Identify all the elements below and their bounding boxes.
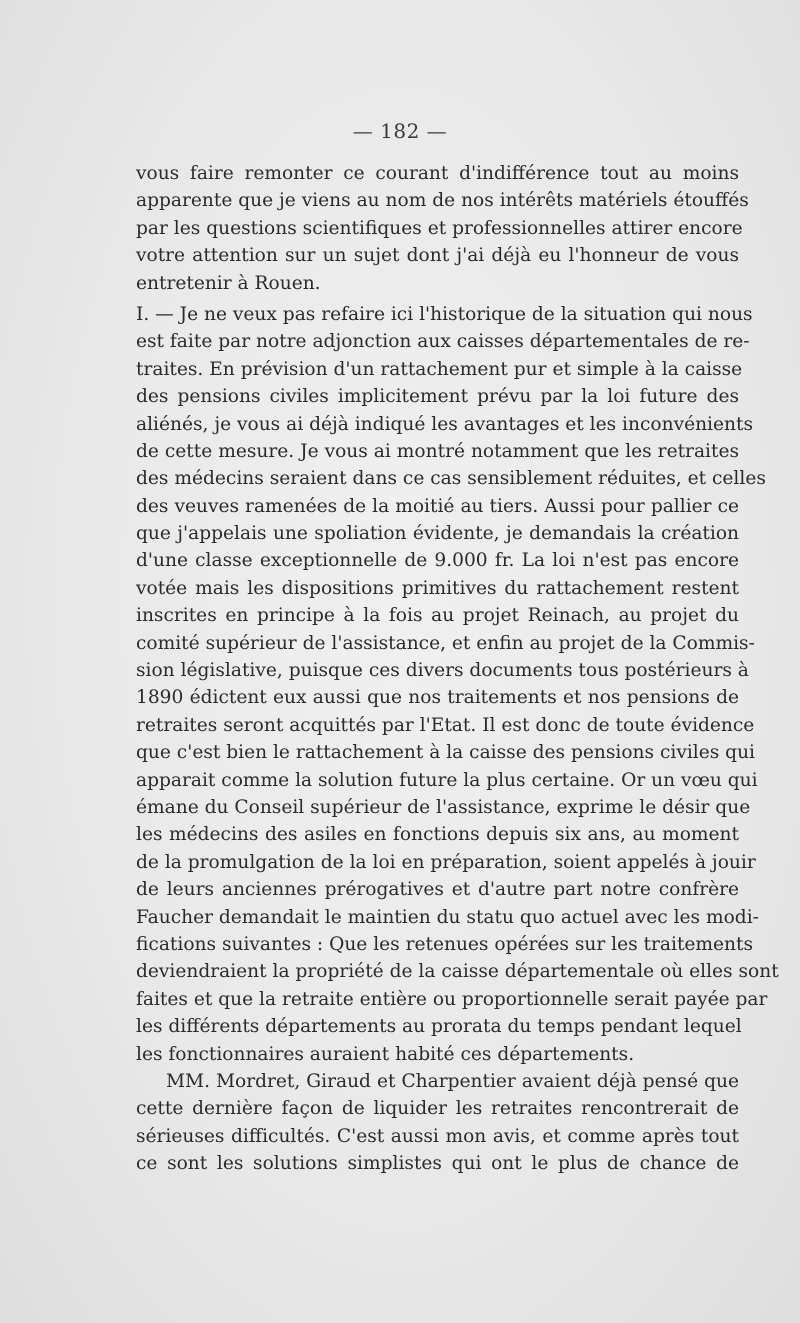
- text-line: [136, 160, 739, 187]
- text-line-content: ce sont les solutions simplistes qui ont le plus de chance de: [136, 1153, 739, 1175]
- text-line: [136, 242, 739, 269]
- text-line-content: par les questions scientifiques et professionnelles attirer encore: [136, 217, 743, 239]
- text-line-content: sérieuses difficultés. C'est aussi mon avis, et comme après tout: [136, 1125, 739, 1147]
- text-line: [136, 767, 758, 794]
- text-line-content: aliénés, je vous ai déjà indiqué les avantages et les inconvénients: [136, 413, 753, 435]
- text-line-content: retraites seront acquittés par l'Etat. Il est donc de toute évidence: [136, 714, 755, 736]
- text-line-content: les fonctionnaires auraient habité ces départements.: [136, 1043, 635, 1065]
- text-line-content: I. — Je ne veux pas refaire ici l'historique de la situation qui nous: [136, 303, 753, 325]
- text-line: [136, 383, 739, 410]
- text-line: [136, 411, 753, 438]
- text-line: [136, 712, 755, 739]
- text-line: [136, 684, 739, 711]
- text-line-content: deviendraient la propriété de la caisse départementale où elles sont: [136, 961, 779, 983]
- text-line: [136, 931, 754, 958]
- text-line-content: entretenir à Rouen.: [136, 272, 321, 294]
- text-line: [136, 1123, 739, 1150]
- text-line-content: des médecins seraient dans ce cas sensiblement réduites, et celles: [136, 468, 766, 490]
- text-line: [136, 1013, 742, 1040]
- text-line: [136, 958, 779, 985]
- text-line: [136, 493, 739, 520]
- text-line: [136, 630, 755, 657]
- text-line: [136, 520, 739, 547]
- text-line: [136, 986, 768, 1013]
- text-line-content: sion législative, puisque ces divers documents tous postérieurs à: [136, 660, 749, 682]
- text-line-content: des pensions civiles implicitement prévu par la loi future des: [136, 386, 739, 408]
- text-line-content: votre attention sur un sujet dont j'ai déjà eu l'honneur de vous: [136, 245, 739, 267]
- text-line-content: fications suivantes : Que les retenues opérées sur les traitements: [136, 933, 754, 955]
- text-line: [136, 1150, 739, 1177]
- text-line-content: d'une classe exceptionnelle de 9.000 fr. La loi n'est pas encore: [136, 550, 739, 572]
- text-line-content: que c'est bien le rattachement à la caisse des pensions civiles qui: [136, 742, 756, 764]
- text-line: [136, 575, 739, 602]
- text-line: [136, 602, 739, 629]
- text-line: [136, 187, 749, 214]
- text-line: [136, 356, 743, 383]
- text-line: [136, 657, 749, 684]
- text-line: [136, 215, 743, 242]
- text-line: [136, 739, 756, 766]
- text-line: [136, 270, 739, 297]
- text-line: [136, 849, 756, 876]
- text-line-content: de cette mesure. Je vous ai montré notamment que les retraites: [136, 440, 739, 462]
- text-line: [136, 301, 753, 328]
- text-line-content: faites et que la retraite entière ou proportionnelle serait payée par: [136, 988, 768, 1010]
- text-line-content: émane du Conseil supérieur de l'assistance, exprime le désir que: [136, 796, 751, 818]
- text-line-content: apparait comme la solution future la plus certaine. Or un vœu qui: [136, 769, 758, 791]
- text-line: [136, 1095, 739, 1122]
- text-line-content: inscrites en principe à la fois au projet Reinach, au projet du: [136, 605, 739, 627]
- text-line: [136, 821, 739, 848]
- text-line-content: de leurs anciennes prérogatives et d'autre part notre confrère: [136, 879, 739, 901]
- text-line-content: de la promulgation de la loi en préparation, soient appelés à jouir: [136, 851, 756, 873]
- text-line: [136, 794, 751, 821]
- text-line-content: que j'appelais une spoliation évidente, je demandais la création: [136, 523, 739, 545]
- text-line-content: est faite par notre adjonction aux caisses départementales de re-: [136, 331, 750, 353]
- text-line-content: traites. En prévision d'un rattachement pur et simple à la caisse: [136, 358, 743, 380]
- text-line: [136, 328, 750, 355]
- text-line: [136, 876, 739, 903]
- text-line-content: comité supérieur de l'assistance, et enfin au projet de la Commis-: [136, 632, 755, 654]
- text-line: [136, 465, 766, 492]
- text-line-content: vous faire remonter ce courant d'indifférence tout au moins: [136, 163, 739, 184]
- page-number: — 182 —: [352, 119, 448, 143]
- text-line: [136, 904, 759, 931]
- text-line-content: votée mais les dispositions primitives du rattachement restent: [136, 577, 739, 599]
- text-line-content: 1890 édictent eux aussi que nos traitements et nos pensions de: [136, 687, 739, 709]
- text-line-content: les médecins des asiles en fonctions depuis six ans, au moment: [136, 824, 739, 846]
- body-text: [136, 160, 779, 1177]
- text-line: [136, 547, 739, 574]
- text-line-content: les différents départements au prorata du temps pendant lequel: [136, 1016, 742, 1038]
- text-line: [136, 1041, 739, 1068]
- text-line: [136, 438, 739, 465]
- text-line-content: Faucher demandait le maintien du statu quo actuel avec les modi-: [136, 906, 759, 928]
- text-line-content: MM. Mordret, Giraud et Charpentier avaient déjà pensé que: [166, 1070, 739, 1092]
- text-line: [136, 1068, 739, 1095]
- text-line-content: cette dernière façon de liquider les retraites rencontrerait de: [136, 1098, 739, 1120]
- text-line-content: apparente que je viens au nom de nos intérêts matériels étouffés: [136, 190, 749, 212]
- text-line-content: des veuves ramenées de la moitié au tiers. Aussi pour pallier ce: [136, 495, 739, 517]
